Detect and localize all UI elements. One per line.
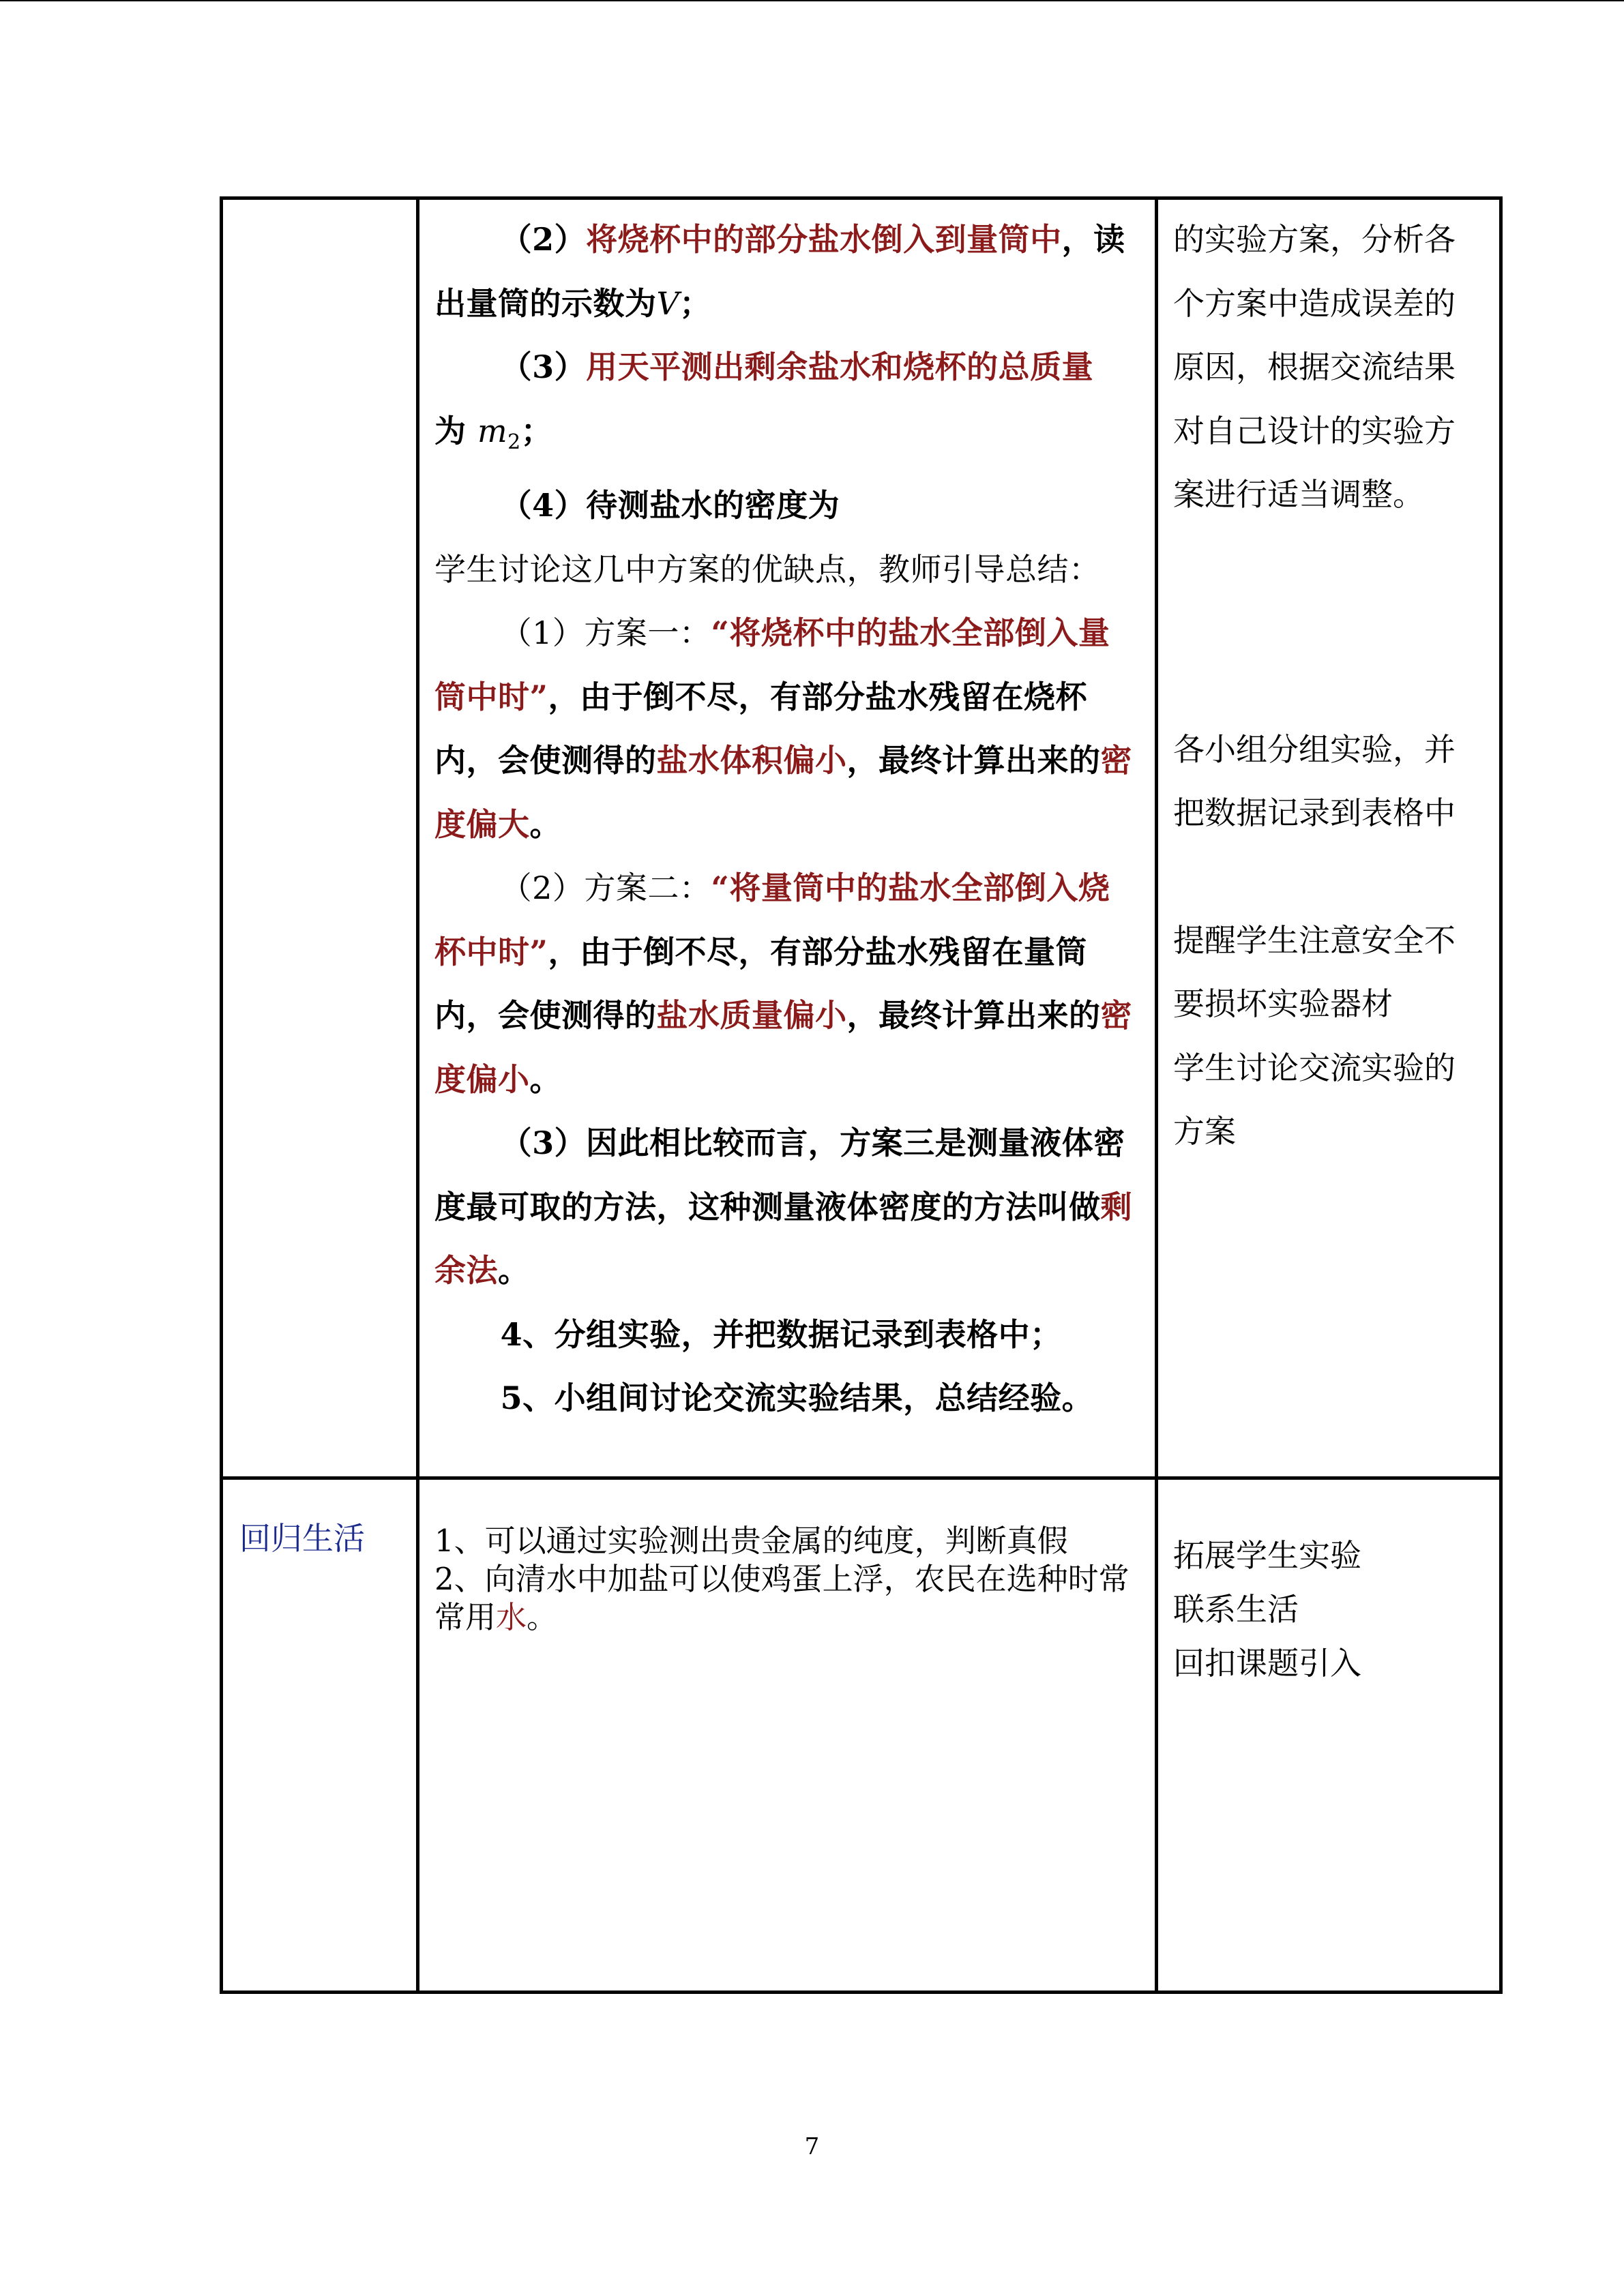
note-extend: 拓展学生实验 <box>1173 1537 1361 1574</box>
lesson-plan-table <box>220 196 1503 1994</box>
discussion-intro: 学生讨论这几中方案的优缺点，教师引导总结： <box>434 550 1101 588</box>
note-group-experiment: 各小组分组实验，并把数据记录到表格中 <box>1173 730 1456 831</box>
table-row <box>222 1478 1501 1993</box>
notes-cell <box>1157 198 1501 1478</box>
stage-cell <box>222 1478 418 1993</box>
stage-label: 回归生活 <box>239 1520 365 1557</box>
plan-3: （3）因此相比较而言，方案三是测量液体密度最可取的方法，这种测量液体密度的方法叫做剩余法。 <box>434 1124 1132 1289</box>
activity-cell <box>418 198 1157 1478</box>
activity-cell <box>418 1478 1157 1993</box>
note-life: 联系生活 <box>1173 1591 1299 1628</box>
note-recall: 回扣课题引入 <box>1173 1645 1361 1682</box>
step-4: （4）待测盐水的密度为 <box>500 487 840 524</box>
plan-1: （1）方案一：“将烧杯中的盐水全部倒入量筒中时”，由于倒不尽，有部分盐水残留在烧杯内，会使测得的盐水体积偏小，最终计算出来的密度偏大。 <box>434 614 1132 843</box>
life-item-1: 1、可以通过实验测出贵金属的纯度，判断真假 <box>434 1523 1068 1559</box>
note-plan-analysis: 的实验方案，分析各个方案中造成误差的原因，根据交流结果对自己设计的实验方案进行适当调整。 <box>1173 221 1456 513</box>
page-top-rule <box>0 0 1624 1</box>
table-row <box>222 198 1501 1478</box>
life-item-2: 2、向清水中加盐可以使鸡蛋上浮，农民在选种时常常用水。 <box>434 1561 1130 1635</box>
step-2: （2）将烧杯中的部分盐水倒入到量筒中，读出量筒的示数为V； <box>434 221 1125 322</box>
step-3: （3）用天平测出剩余盐水和烧杯的总质量 <box>500 348 1094 385</box>
page-number: 7 <box>804 2133 820 2160</box>
step-3-continued: 为 $m_2$； <box>434 412 553 454</box>
note-safety: 提醒学生注意安全不要损坏实验器材 <box>1173 921 1456 1022</box>
step-summary: 5、小组间讨论交流实验结果，总结经验。 <box>500 1380 1094 1417</box>
note-discussion: 学生讨论交流实验的方案 <box>1173 1049 1456 1150</box>
step-group-experiment: 4、分组实验，并把数据记录到表格中； <box>500 1315 1062 1353</box>
stage-cell-empty <box>222 198 418 1478</box>
plan-2: （2）方案二：“将量筒中的盐水全部倒入烧杯中时”，由于倒不尽，有部分盐水残留在量筒内，会使测得的盐水质量偏小，最终计算出来的密度偏小。 <box>434 869 1132 1098</box>
notes-cell <box>1157 1478 1501 1993</box>
